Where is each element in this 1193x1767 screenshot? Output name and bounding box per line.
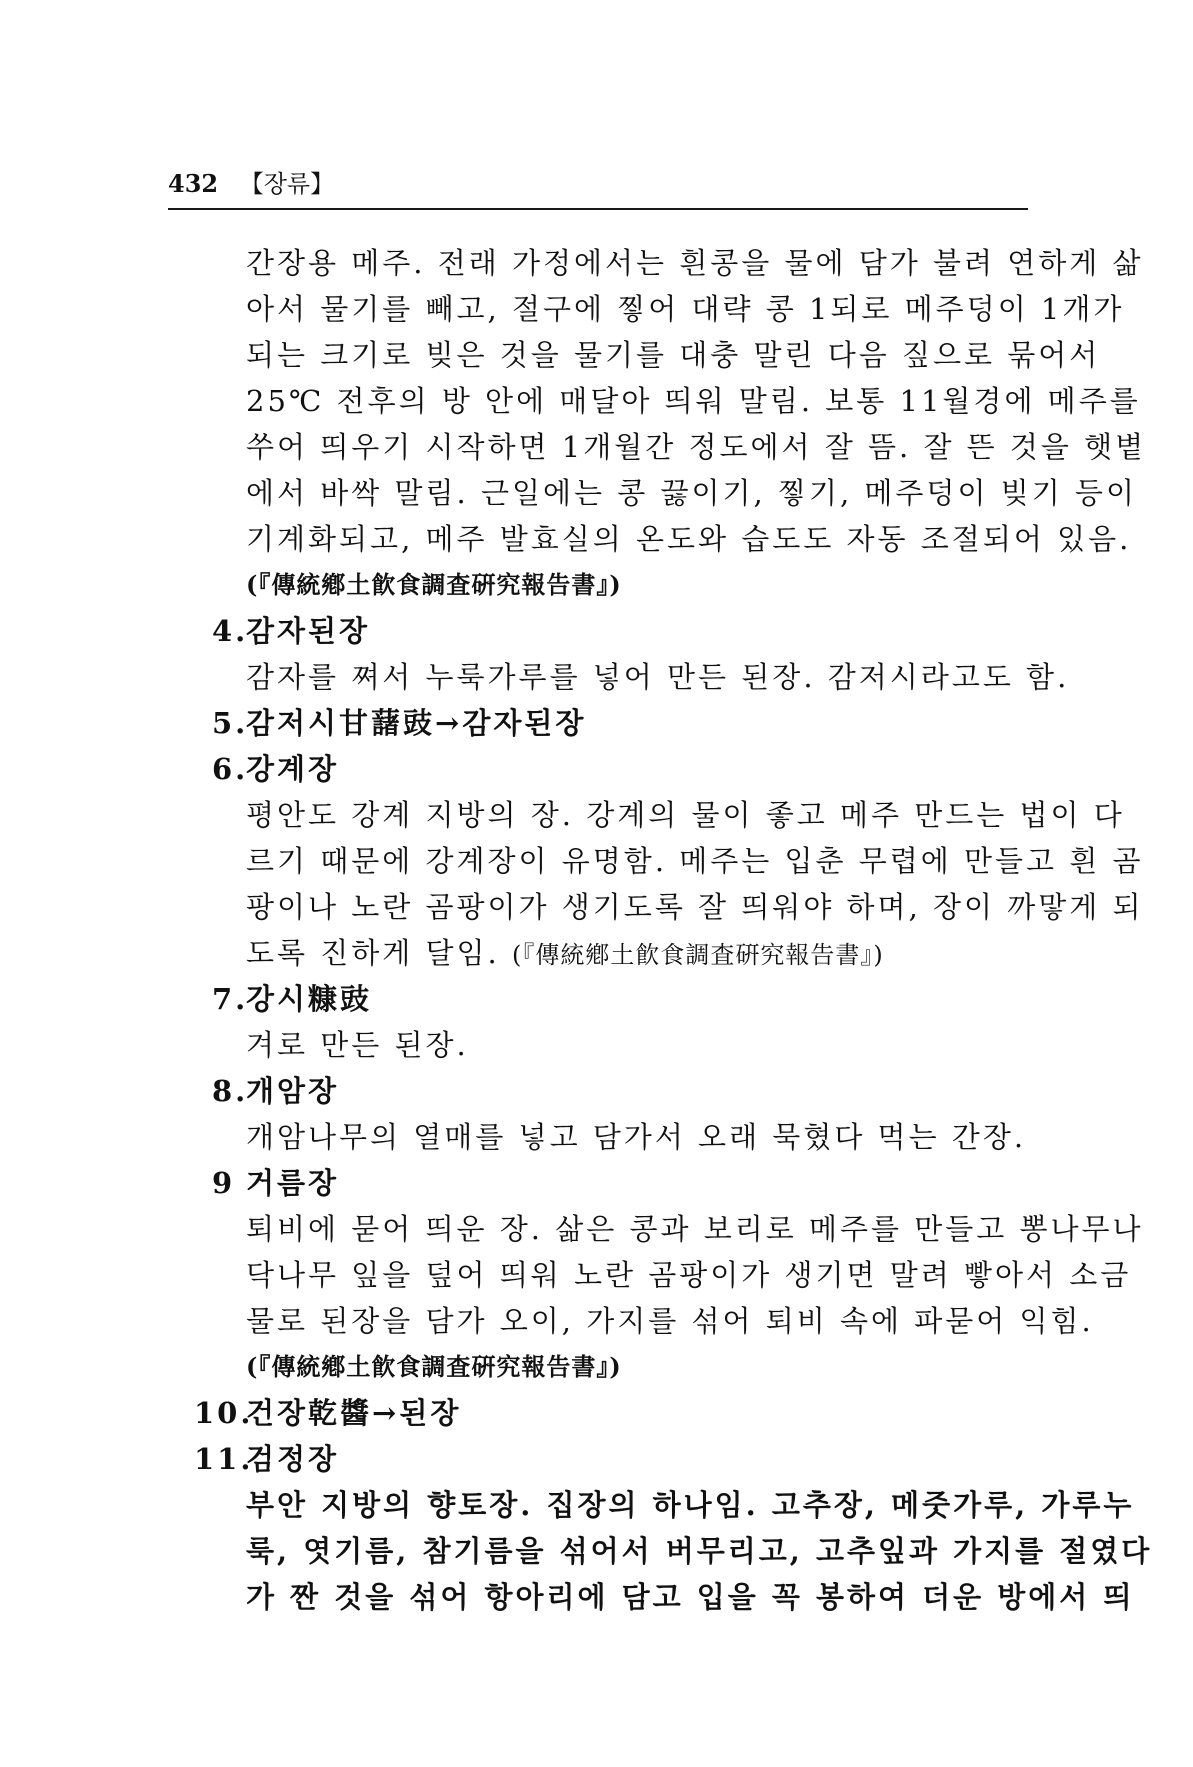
body-line: 에서 바싹 말림. 근일에는 콩 끓이기, 찧기, 메주덩이 빚기 등이 [246, 476, 1137, 510]
body-line: 닥나무 잎을 덮어 띄워 노란 곰팡이가 생기면 말려 빻아서 소금 [246, 1258, 1132, 1292]
entry-number: 7. [212, 982, 249, 1016]
body-line: 물로 된장을 담가 오이, 가지를 섞어 퇴비 속에 파묻어 익힘. [246, 1304, 1094, 1338]
body-line: 팡이나 노란 곰팡이가 생기도록 잘 띄워야 하며, 장이 까맣게 되 [246, 890, 1144, 924]
body-line: 퇴비에 묻어 띄운 장. 삶은 콩과 보리로 메주를 만들고 뽕나무나 [246, 1212, 1144, 1246]
body-line: 겨로 만든 된장. [246, 1028, 469, 1062]
entry-title: 거름장 [246, 1166, 340, 1200]
body-line: 되는 크기로 빚은 것을 물기를 대충 말린 다음 짚으로 묶어서 [246, 338, 1101, 372]
entry-title: 검정장 [246, 1442, 340, 1476]
entry-title: 개암장 [246, 1074, 340, 1108]
entry-title: 강시糠豉 [246, 982, 373, 1016]
entry-number: 10. [194, 1396, 254, 1430]
body-text: 도록 진하게 달임. [246, 936, 500, 970]
body-line: 르기 때문에 강계장이 유명함. 메주는 입춘 무렵에 만들고 흰 곰 [246, 844, 1144, 878]
entry-heading [168, 976, 1030, 1022]
entry-heading [168, 1436, 1030, 1482]
source-citation: (『傳統鄕土飮食調査硏究報告書』) [246, 570, 622, 599]
entry-title: 감저시甘藷豉→감자된장 [246, 706, 587, 740]
entry-heading [168, 1068, 1030, 1114]
entry-number: 6. [212, 752, 249, 786]
body-line: 평안도 강계 지방의 장. 강계의 물이 좋고 메주 만드는 법이 다 [246, 798, 1125, 832]
entry-title: 강계장 [246, 752, 340, 786]
source-citation: (『傳統鄕土飮食調査硏究報告書』) [246, 1352, 622, 1381]
entry-number: 4. [212, 614, 249, 648]
entry-heading [168, 1160, 1030, 1206]
body-line: 간장용 메주. 전래 가정에서는 흰콩을 물에 담가 불려 연하게 삶 [246, 246, 1144, 280]
body-line: 감자를 쪄서 누룩가루를 넣어 만든 된장. 감저시라고도 함. [246, 660, 1070, 694]
body-line: 룩, 엿기름, 참기름을 섞어서 버무리고, 고추잎과 가지를 절였다 [246, 1534, 1153, 1568]
entry-heading [168, 746, 1030, 792]
entry-title: 건장乾醬→된장 [246, 1396, 462, 1430]
entry-heading [168, 608, 1030, 654]
entry-title: 감자된장 [246, 614, 371, 648]
dictionary-content [168, 240, 1153, 1620]
body-line: 25℃ 전후의 방 안에 매달아 띄워 말림. 보통 11월경에 메주를 [246, 384, 1141, 418]
body-line: 가 짠 것을 섞어 항아리에 담고 입을 꼭 봉하여 더운 방에서 띄 [246, 1580, 1135, 1614]
entry-number: 11. [194, 1442, 254, 1476]
body-line: 기계화되고, 메주 발효실의 온도와 습도도 자동 조절되어 있음. [246, 522, 1132, 556]
source-citation: (『傳統鄕土飮食調査硏究報告書』) [511, 941, 884, 969]
body-line: 개암나무의 열매를 넣고 담가서 오래 묵혔다 먹는 간장. [246, 1120, 1027, 1154]
entry-heading [168, 1390, 1030, 1436]
body-line: 쑤어 띄우기 시작하면 1개월간 정도에서 잘 뜸. 잘 뜬 것을 햇볕 [246, 430, 1147, 464]
entry-number: 5. [212, 706, 249, 740]
section-label: 【장류】 [239, 170, 335, 198]
entry-number: 9 [212, 1166, 236, 1200]
body-line: 아서 물기를 빼고, 절구에 찧어 대략 콩 1되로 메주덩이 1개가 [246, 292, 1125, 326]
entry-number: 8. [212, 1074, 249, 1108]
page-header [168, 164, 1028, 210]
body-line: 부안 지방의 향토장. 집장의 하나임. 고추장, 메줏가루, 가루누 [246, 1488, 1135, 1522]
entry-heading [168, 700, 1030, 746]
page-number: 432 [168, 169, 219, 198]
body-line [168, 930, 1030, 976]
